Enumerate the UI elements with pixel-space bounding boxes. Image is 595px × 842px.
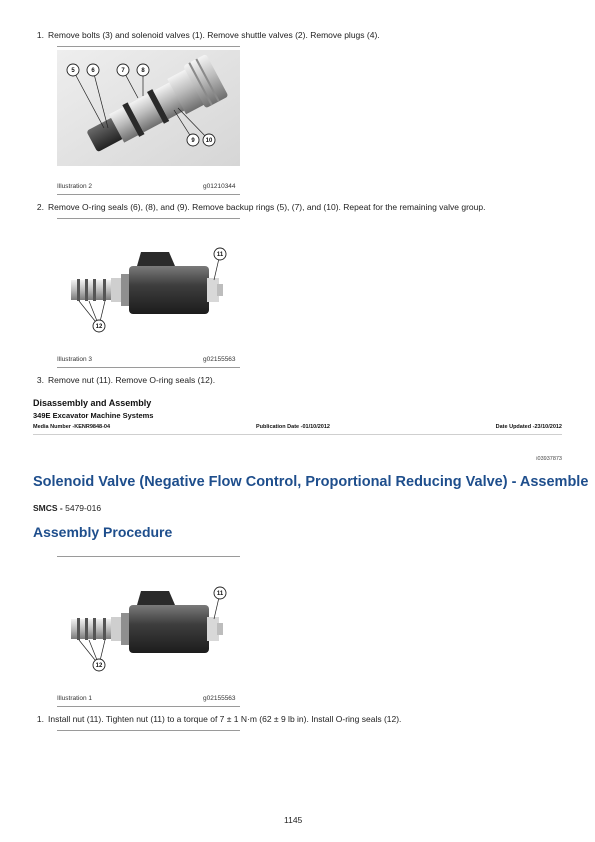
- divider: [57, 730, 240, 731]
- manual-title: 349E Excavator Machine Systems: [33, 411, 154, 420]
- step-number: 1.: [36, 714, 44, 724]
- publication-date: Publication Date -01/10/2012: [256, 424, 330, 430]
- smcs-label: SMCS -: [33, 503, 63, 513]
- step-text: Remove O-ring seals (6), (8), and (9). Remove backup rings (5), (7), and (10). Repeat for the remaining valve group.: [48, 202, 486, 212]
- page-number: 1145: [284, 815, 303, 825]
- divider: [57, 194, 240, 195]
- step-3: [32, 375, 215, 385]
- divider: [57, 706, 240, 707]
- illustration-1-label: Illustration 1: [57, 695, 93, 702]
- step-text: Remove bolts (3) and solenoid valves (1). Remove shuttle valves (2). Remove plugs (4).: [48, 30, 380, 40]
- illustration-2-code: g01210344: [203, 183, 236, 190]
- callout-12: 12: [95, 324, 103, 330]
- callout-10: 10: [205, 138, 213, 144]
- illustration-3-label: Illustration 3: [57, 356, 93, 363]
- callout-11: 11: [216, 252, 224, 258]
- smcs-code: [33, 503, 101, 513]
- illustration-2-label: Illustration 2: [57, 183, 93, 190]
- step-number: 3.: [36, 375, 44, 385]
- smcs-value: 5479-016: [65, 503, 102, 513]
- divider: [57, 218, 240, 219]
- illustration-3-photo: [57, 240, 240, 340]
- illustration-3-code: g02155563: [203, 356, 236, 363]
- callout-8: 8: [141, 68, 145, 74]
- divider: [57, 367, 240, 368]
- date-updated: Date Updated -23/10/2012: [495, 424, 562, 430]
- callout-6: 6: [91, 68, 95, 74]
- header-divider: [33, 434, 562, 435]
- illustration-1-code: g02155563: [203, 695, 236, 702]
- callout-11: 11: [216, 591, 224, 597]
- callout-9: 9: [191, 138, 195, 144]
- step-text: Install nut (11). Tighten nut (11) to a torque of 7 ± 1 N·m (62 ± 9 lb in). Install O-ring seals (12).: [48, 714, 402, 724]
- step-2: [32, 202, 485, 212]
- step-number: 2.: [36, 202, 44, 212]
- document-id: i03937873: [536, 456, 562, 462]
- illustration-2-photo: [57, 50, 240, 166]
- procedure-heading: Assembly Procedure: [33, 524, 173, 540]
- section-title: Disassembly and Assembly: [33, 398, 152, 408]
- media-number: Media Number -KENR9848-04: [33, 424, 111, 430]
- divider: [57, 46, 240, 47]
- assembly-step-1: [32, 714, 401, 724]
- callout-12: 12: [95, 663, 103, 669]
- illustration-1-photo: [57, 579, 240, 679]
- step-1: [32, 30, 380, 40]
- callout-5: 5: [71, 68, 75, 74]
- step-number: 1.: [36, 30, 44, 40]
- callout-7: 7: [121, 68, 125, 74]
- divider: [57, 556, 240, 557]
- page-title: Solenoid Valve (Negative Flow Control, Proportional Reducing Valve) - Assemble: [33, 474, 589, 490]
- step-text: Remove nut (11). Remove O-ring seals (12).: [48, 375, 216, 385]
